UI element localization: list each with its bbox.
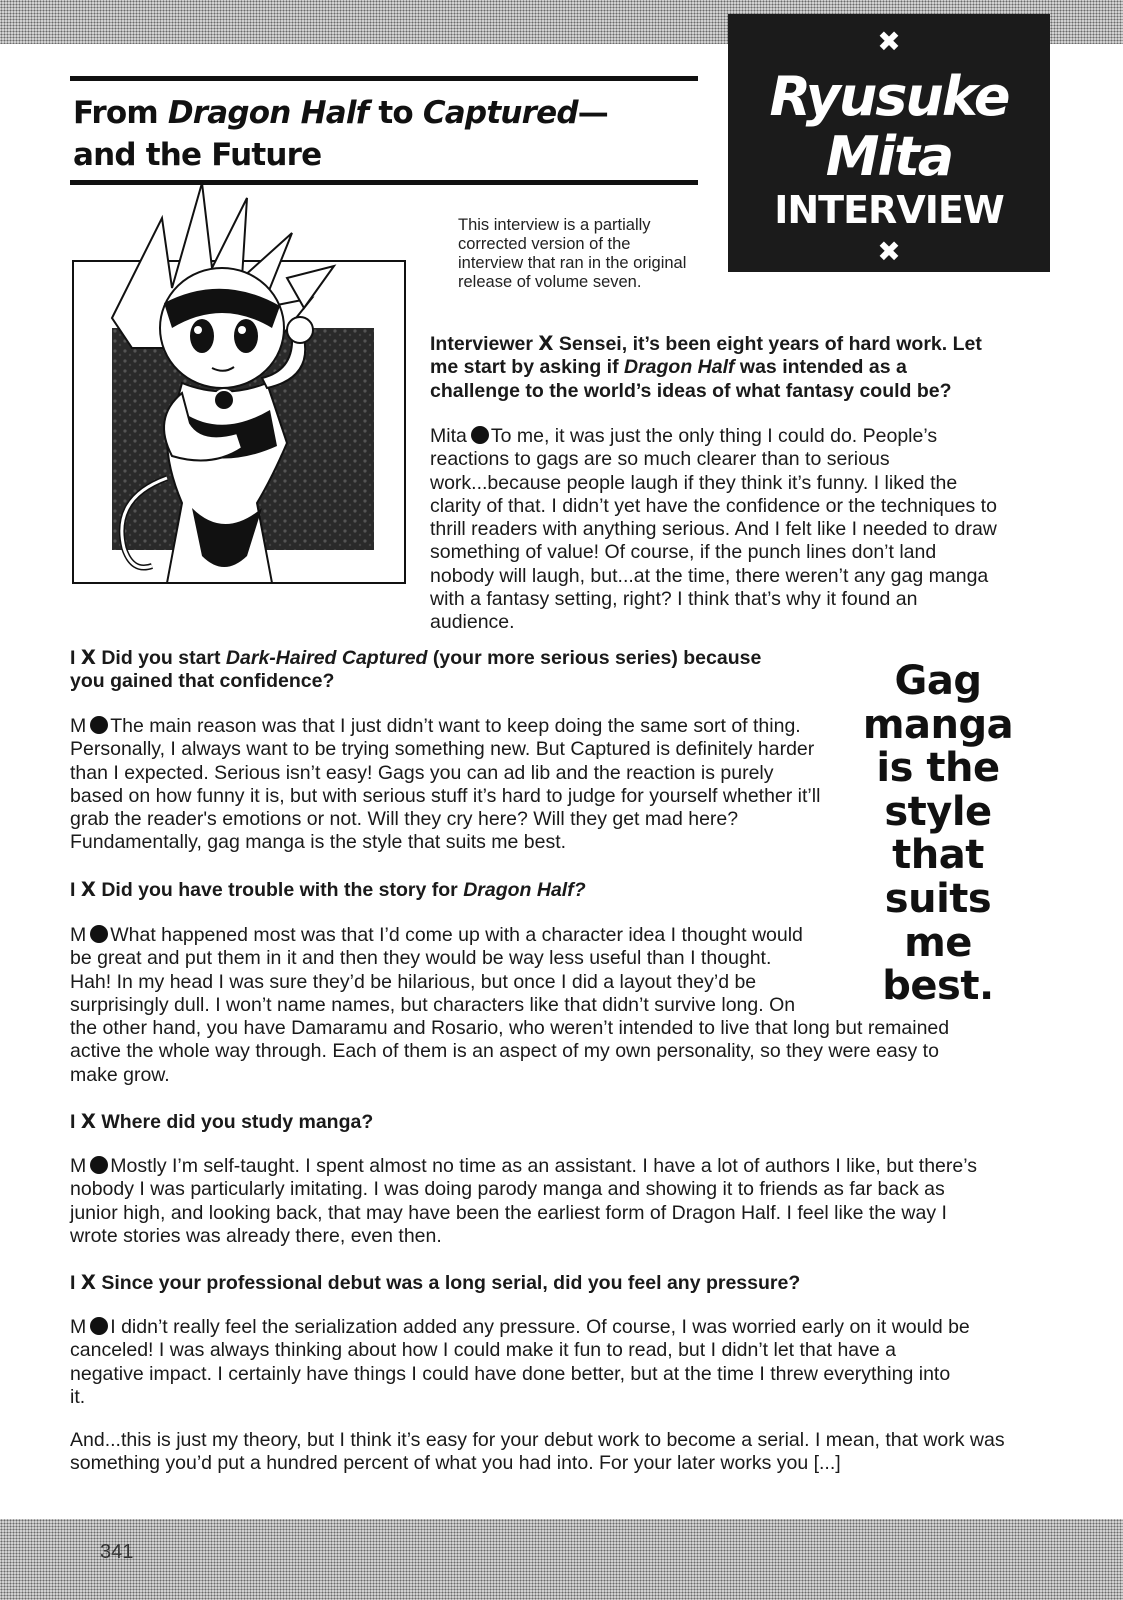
dot-marker-icon	[90, 1317, 108, 1335]
pull-quote	[840, 660, 1036, 1009]
character-illustration	[72, 178, 416, 596]
interview-box	[728, 14, 1050, 272]
pull-quote-line: Gag	[894, 658, 982, 704]
question-4: I X Where did you study manga?	[70, 1110, 374, 1133]
answer-5: M I didn’t really feel the serialization added any pressure. Of course, I was worried early on it would be canceled! I was always thinking about how I could make it fun to read, but I didn’t let that have a negative impact. I certainly have things I could have done better, but at the time I threw everything into it.	[70, 1316, 970, 1408]
x-mark-icon: X	[80, 878, 96, 901]
answer-4: M Mostly I’m self-taught. I spent almost no time as an assistant. I have a lot of authors I like, but there’s nobody I was particularly imitating. I was doing parody manga and showing it to friends as far back as junior high, and looking back, that may have been the earliest form of Dragon Half. I feel like the way I wrote stories was already there, even then.	[70, 1155, 977, 1247]
answer-5-continued: And...this is just my theory, but I think it’s easy for your debut work to become a serial. I mean, that work was something you’d put a hundred percent of what you had into. For your later works you [...]	[70, 1429, 1005, 1475]
x-mark-icon: ✖	[877, 25, 901, 58]
dot-marker-icon	[90, 1156, 108, 1174]
article-title: From Dragon Half to Captured— and the Future	[73, 95, 608, 173]
pull-quote-line: that	[892, 832, 984, 879]
pull-quote-line: me	[904, 919, 972, 966]
bottom-halftone-band	[0, 1519, 1123, 1600]
answer-1: Mita To me, it was just the only thing I could do. People’s reactions to gags are so much clearer than to serious work...because people laugh if they think it’s funny. I liked the clarity of that. I didn’t yet have the confidence or the techniques to thrill readers with anything serious. And I felt like I needed to draw something of value! Of course, if the punch lines don’t land nobody will laugh, but...at the time, there weren’t any gag manga with a fantasy setting, right? I think that’s why it found an audience.	[430, 425, 997, 634]
question-2: I X Did you start Dark-Haired Captured (your more serious series) because you gained that confidence?	[70, 646, 762, 693]
dot-marker-icon	[471, 426, 489, 444]
pull-quote-line: suits	[884, 875, 992, 922]
editor-note: This interview is a partially corrected version of the interview that ran in the original release of volume seven.	[458, 216, 687, 291]
pull-quote-line: manga	[862, 701, 1014, 748]
pull-quote-line: is the	[876, 745, 1000, 792]
answer-2: M The main reason was that I just didn’t want to keep doing the same sort of thing. Personally, I always want to be trying something new. But Captured is definitely harder than I expected. Serious isn’t easy! Gags you can ad lib and the reaction is purely based on how funny it is, but with serious stuff it’s hard to judge for yourself whether it’ll grab the reader's emotions or not. Will they cry here? Will they get mad here? Fundamentally, gag manga is the style that suits me best.	[70, 715, 821, 854]
x-mark-icon: X	[80, 646, 96, 669]
title-rule-top	[70, 76, 698, 81]
interviewee-last-name: Mita	[825, 125, 953, 188]
interview-label: INTERVIEW	[774, 188, 1004, 232]
dot-marker-icon	[90, 716, 108, 734]
pull-quote-line: best.	[882, 963, 994, 1010]
page-number: 341	[100, 1541, 134, 1563]
question-1: Interviewer X Sensei, it’s been eight years of hard work. Let me start by asking if Dragon Half was intended as a challenge to the world’s ideas of what fantasy could be?	[430, 332, 982, 402]
interviewee-first-name: Ryusuke	[769, 65, 1009, 128]
pull-quote-line: style	[884, 788, 992, 835]
question-3: I X Did you have trouble with the story for Dragon Half?	[70, 878, 586, 901]
x-mark-icon: X	[80, 1110, 96, 1133]
x-mark-icon: ✖	[877, 235, 901, 268]
question-5: I X Since your professional debut was a long serial, did you feel any pressure?	[70, 1271, 801, 1294]
dot-marker-icon	[90, 925, 108, 943]
answer-3: M What happened most was that I’d come up with a character idea I thought would be great and put them in it and then they would be way less useful than I thought. Hah! In my head I was sure they’d be hilarious, but once I did a layout they’d be surprisingly dull. I won’t name names, but characters like that didn’t survive long. On the other hand, you have Damaramu and Rosario, who weren’t intended to live that long but remained active the whole way through. Each of them is an aspect of my own personality, so they were easy to make grow.	[70, 924, 990, 1087]
x-mark-icon: X	[538, 332, 554, 355]
x-mark-icon: X	[80, 1271, 96, 1294]
